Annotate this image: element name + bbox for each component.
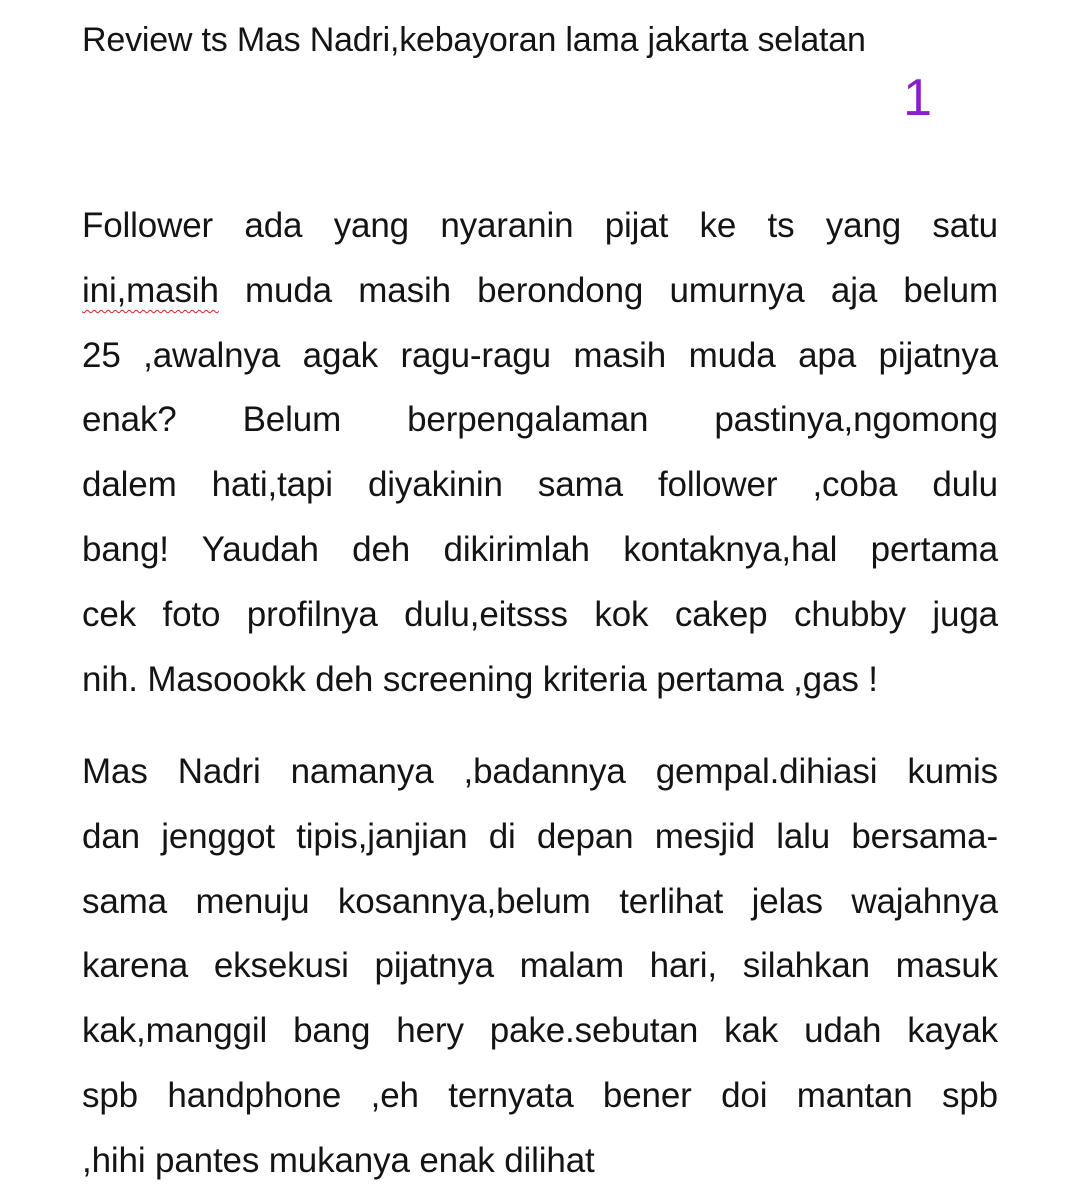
paragraph-line: cek foto profilnya dulu,eitsss kok cakep chubby juga (82, 594, 998, 634)
paragraph-line: spb handphone ,eh ternyata bener doi mantan spb (82, 1075, 998, 1115)
document-title: Review ts Mas Nadri,kebayoran lama jakarta selatan (82, 21, 866, 59)
paragraph-line: dalem hati,tapi diyakinin sama follower ,coba dulu (82, 465, 998, 505)
paragraph-line: nih. Masoookk deh screening kriteria pertama ,gas ! (82, 659, 878, 699)
paragraph-line: kak,manggil bang hery pake.sebutan kak udah kayak (82, 1011, 998, 1051)
paragraph-1 (82, 194, 998, 712)
paragraph-line: enak? Belum berpengalaman pastinya,ngomong (82, 400, 998, 440)
paragraph-line: Mas Nadri namanya ,badannya gempal.dihiasi kumis (82, 752, 998, 791)
paragraph-line: 25 ,awalnya agak ragu-ragu masih muda apa pijatnya (82, 335, 998, 375)
spellcheck-flagged-word[interactable]: ini,masih (82, 270, 219, 310)
paragraph-line: karena eksekusi pijatnya malam hari, silahkan masuk (82, 946, 998, 986)
paragraph-line: sama menuju kosannya,belum terlihat jelas wajahnya (82, 881, 998, 921)
page-number: 1 (903, 69, 932, 127)
paragraph-line: dan jenggot tipis,janjian di depan mesjid lalu bersama- (82, 816, 998, 856)
paragraph-line: Follower ada yang nyaranin pijat ke ts yang satu (82, 206, 998, 245)
paragraph-line: ini,masih muda masih berondong umurnya aja belum (82, 270, 998, 310)
paragraph-line: ,hihi pantes mukanya enak dilihat (82, 1140, 595, 1180)
paragraph-line: bang! Yaudah deh dikirimlah kontaknya,hal pertama (82, 529, 998, 569)
paragraph-2 (82, 740, 998, 1194)
